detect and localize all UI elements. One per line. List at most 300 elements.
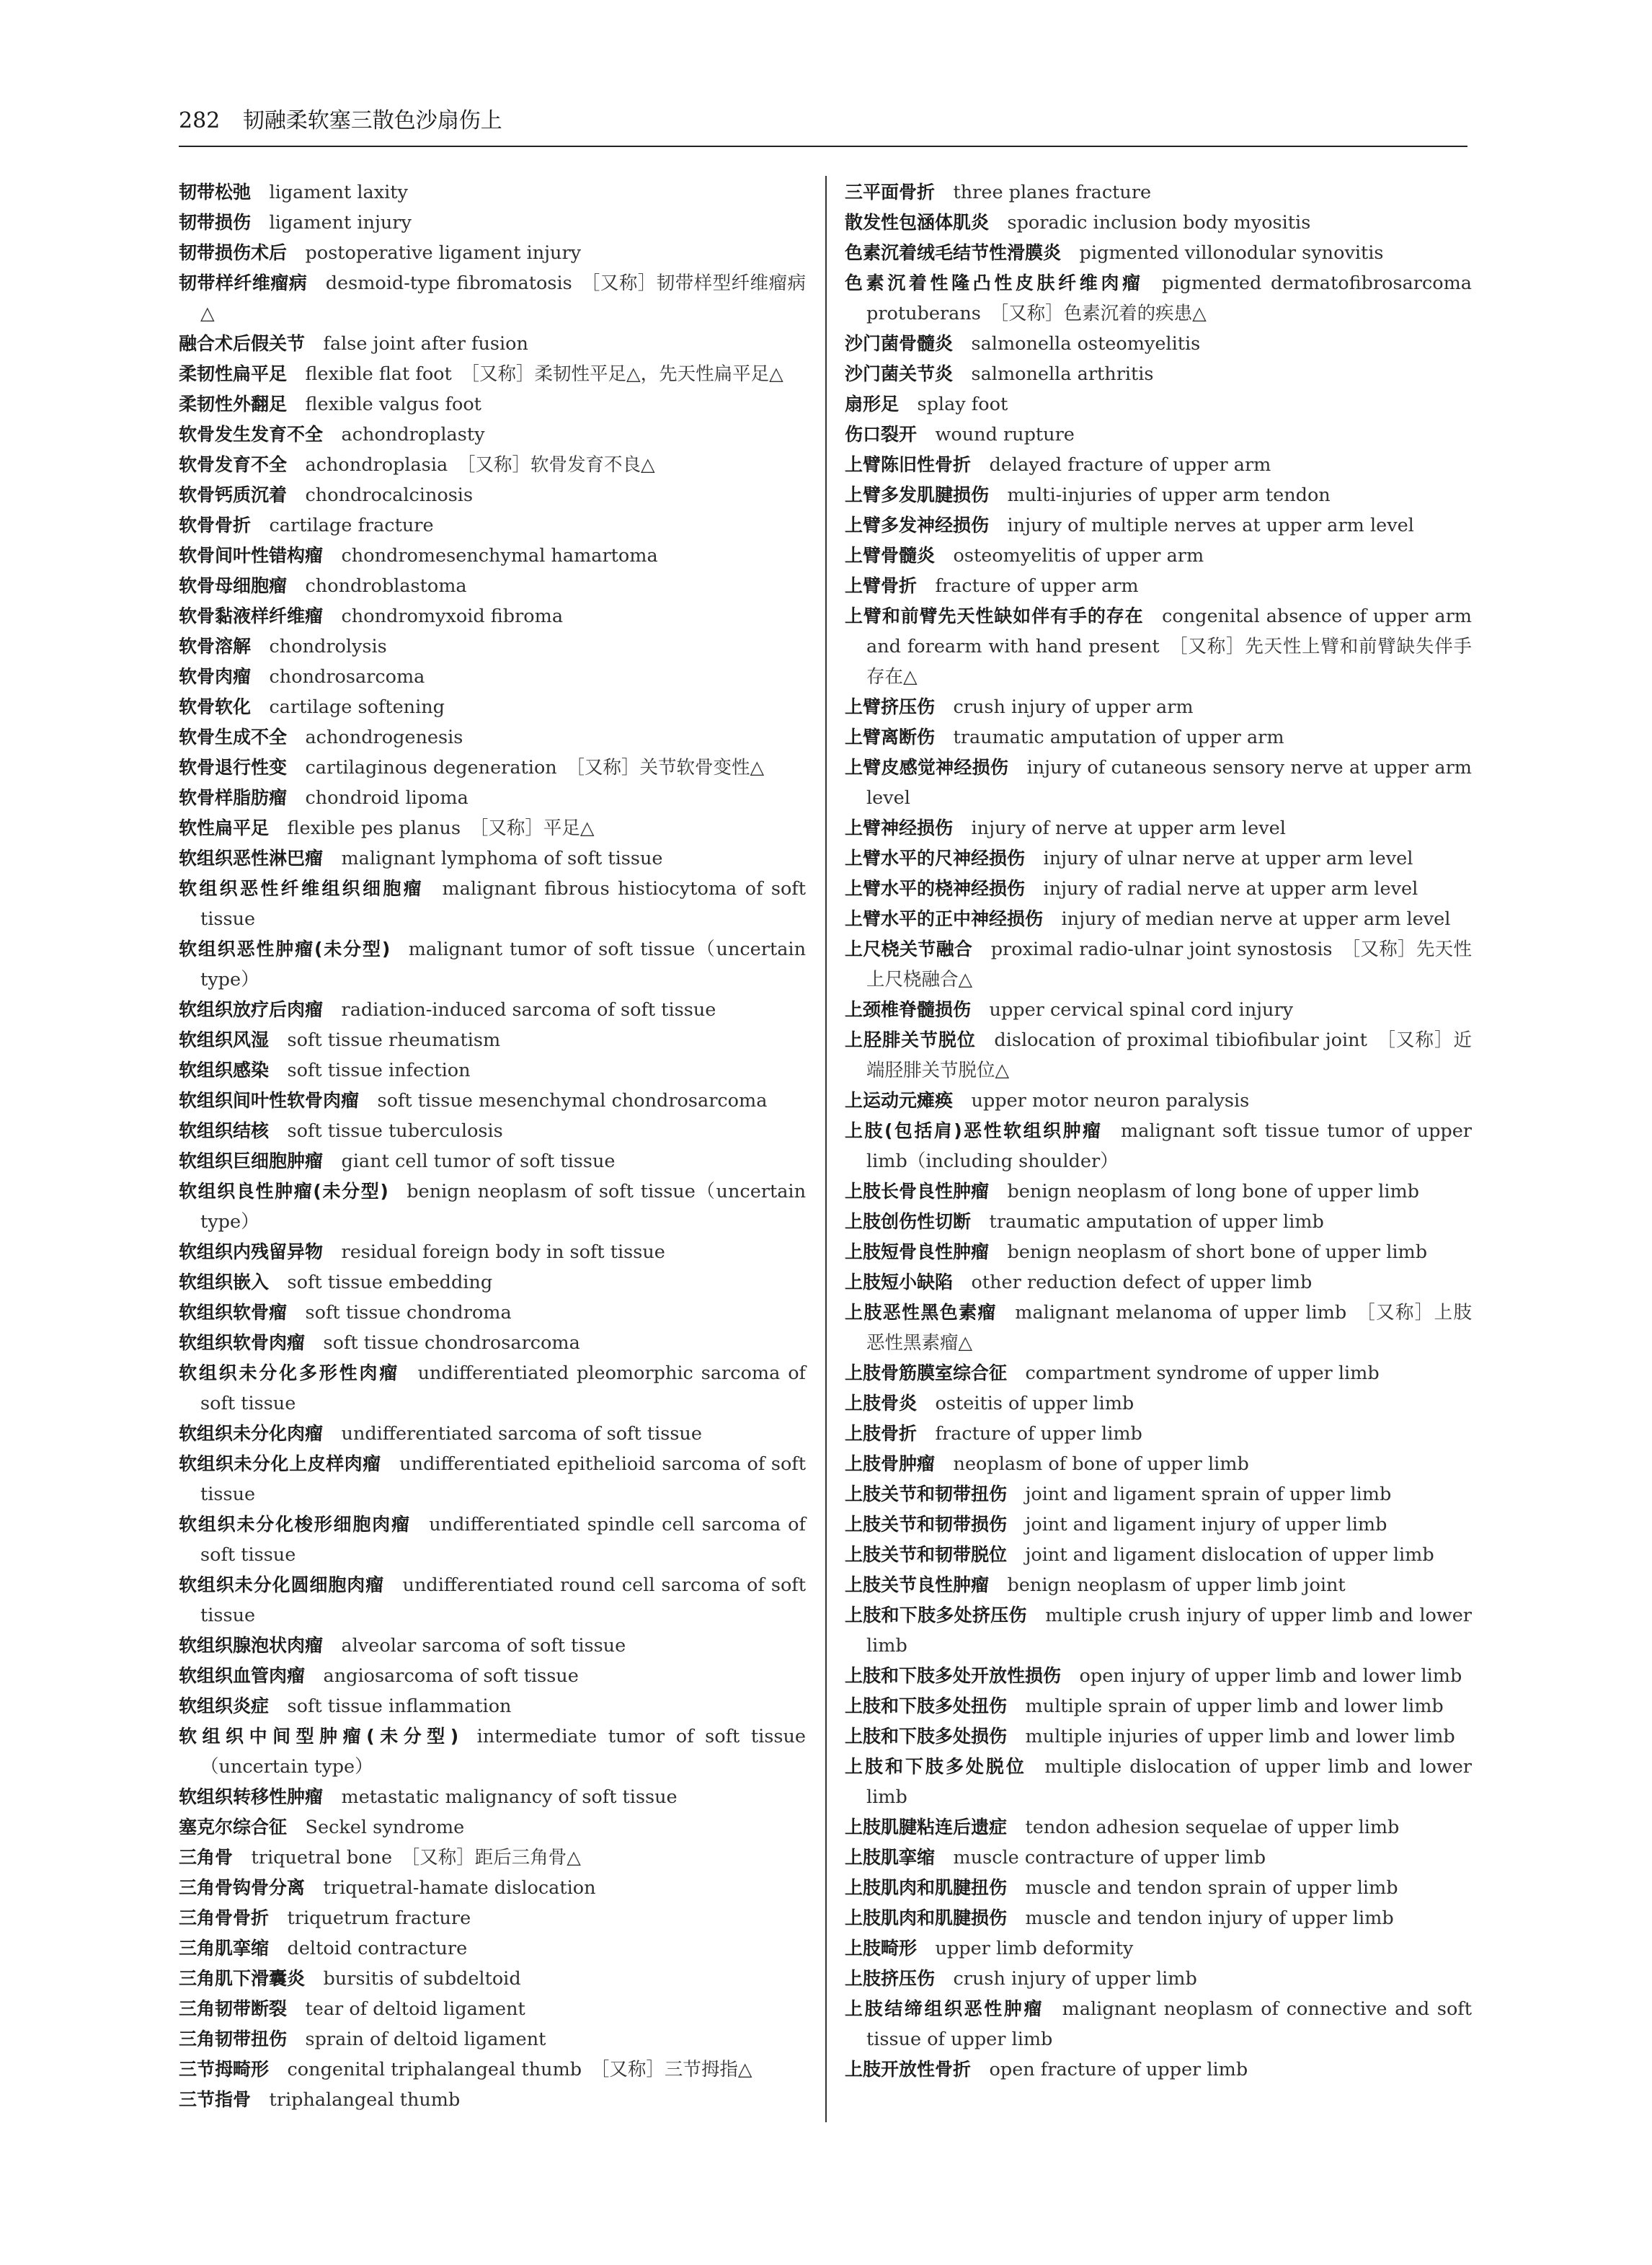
entry-term-english: fracture of upper arm — [935, 575, 1139, 597]
entry-term-chinese: 上臂皮感觉神经损伤 — [845, 757, 1009, 778]
entry-term-english: soft tissue rheumatism — [287, 1029, 501, 1051]
entry-term-english: Seckel syndrome — [305, 1817, 465, 1838]
dictionary-entry — [845, 510, 1472, 541]
entry-term-chinese: 上肢骨筋膜室综合征 — [845, 1362, 1008, 1383]
entry-term-chinese: 软组织感染 — [179, 1060, 270, 1081]
dictionary-entry — [845, 1207, 1472, 1237]
page-number: 282 — [179, 108, 221, 133]
entry-term-english: wound rupture — [935, 424, 1075, 446]
entry-term-english: injury of cutaneous sensory nerve at upper arm level — [866, 757, 1472, 809]
dictionary-entry — [179, 1933, 806, 1964]
dictionary-entry — [179, 1328, 806, 1358]
dictionary-entry — [179, 1661, 806, 1691]
entry-term-chinese: 软组织未分化上皮样肉瘤 — [179, 1453, 381, 1474]
dictionary-entry — [845, 389, 1472, 420]
dictionary-entry — [845, 1903, 1472, 1933]
entry-term-chinese: 软组织中间型肿瘤(未分型) — [179, 1726, 459, 1747]
entry-term-english: dislocation of proximal tibiofibular joint — [994, 1029, 1367, 1051]
entry-term-chinese: 上肢肌腱粘连后遗症 — [845, 1817, 1008, 1838]
entry-alias: ［又称］软骨发育不良△ — [456, 454, 655, 476]
entry-term-chinese: 上肢和下肢多处挤压伤 — [845, 1605, 1027, 1626]
dictionary-entry — [179, 329, 806, 359]
entry-term-chinese: 三角肌下滑囊炎 — [179, 1968, 306, 1989]
entry-term-chinese: 上臂多发肌腱损伤 — [845, 484, 990, 505]
entry-alias: ［又称］韧带样型纤维瘤病△ — [200, 272, 806, 324]
entry-term-chinese: 软组织恶性肿瘤(未分型) — [179, 939, 391, 959]
dictionary-entry — [179, 783, 806, 813]
entry-term-english: triquetrum fracture — [287, 1907, 471, 1929]
dictionary-entry — [845, 1419, 1472, 1449]
dictionary-entry — [179, 874, 806, 934]
entry-term-english: deltoid contracture — [287, 1938, 468, 1959]
dictionary-entry — [845, 843, 1472, 874]
entry-term-chinese: 上臂陈旧性骨折 — [845, 454, 972, 475]
entry-term-chinese: 上肢和下肢多处开放性损伤 — [845, 1665, 1062, 1686]
entry-term-english: radiation-induced sarcoma of soft tissue — [341, 999, 716, 1021]
dictionary-entry — [179, 1449, 806, 1510]
entry-term-chinese: 软骨钙质沉着 — [179, 484, 288, 505]
entry-term-chinese: 软骨黏液样纤维瘤 — [179, 606, 324, 626]
entry-term-chinese: 软骨肉瘤 — [179, 666, 252, 687]
dictionary-entry — [845, 1994, 1472, 2055]
entry-term-english: achondroplasty — [341, 424, 485, 446]
entry-term-chinese: 上肢开放性骨折 — [845, 2059, 972, 2080]
entry-term-english: traumatic amputation of upper arm — [953, 727, 1284, 748]
entry-term-english: alveolar sarcoma of soft tissue — [341, 1635, 626, 1657]
entry-term-english: congenital absence of upper arm and forearm with hand present — [866, 606, 1472, 657]
dictionary-entry — [845, 1873, 1472, 1903]
dictionary-entry — [845, 1237, 1472, 1267]
entry-term-english: desmoid-type fibromatosis — [325, 272, 572, 294]
dictionary-entry — [179, 208, 806, 238]
entry-term-english: soft tissue chondroma — [305, 1302, 512, 1324]
entry-term-chinese: 三角骨钩骨分离 — [179, 1877, 306, 1898]
dictionary-entry — [179, 1086, 806, 1116]
entry-term-chinese: 软骨发育不全 — [179, 454, 288, 475]
entry-term-english: undifferentiated epithelioid sarcoma of soft tissue — [200, 1453, 806, 1505]
dictionary-entry — [179, 480, 806, 510]
entry-term-chinese: 软性扁平足 — [179, 817, 270, 838]
dictionary-entry — [179, 238, 806, 268]
dictionary-entry — [179, 541, 806, 571]
entry-term-english: muscle and tendon sprain of upper limb — [1025, 1877, 1398, 1899]
dictionary-entry — [179, 1631, 806, 1661]
left-column — [179, 177, 806, 2115]
entry-term-english: salmonella arthritis — [971, 363, 1154, 385]
entry-term-english: chondroblastoma — [305, 575, 467, 597]
dictionary-entry — [179, 722, 806, 753]
dictionary-entry — [179, 813, 806, 843]
dictionary-entry — [845, 268, 1472, 329]
entry-term-english: benign neoplasm of short bone of upper limb — [1007, 1241, 1428, 1263]
entry-term-chinese: 上肢肌肉和肌腱损伤 — [845, 1907, 1008, 1928]
dictionary-entry — [179, 1176, 806, 1237]
entry-term-chinese: 上运动元瘫痪 — [845, 1090, 954, 1111]
dictionary-entry — [845, 1267, 1472, 1298]
dictionary-entry — [179, 1298, 806, 1328]
entry-term-chinese: 沙门菌关节炎 — [845, 363, 954, 384]
entry-term-chinese: 软骨母细胞瘤 — [179, 575, 288, 596]
entry-term-chinese: 上肢结缔组织恶性肿瘤 — [845, 1998, 1044, 2019]
entry-alias: ［又称］先天性上尺桡融合△ — [866, 939, 1472, 990]
dictionary-entry — [179, 1237, 806, 1267]
entry-term-chinese: 上颈椎脊髓损伤 — [845, 999, 972, 1020]
entry-term-chinese: 柔韧性扁平足 — [179, 363, 288, 384]
entry-term-chinese: 软组织软骨肉瘤 — [179, 1332, 306, 1353]
dictionary-entry — [845, 1086, 1472, 1116]
entry-term-chinese: 三角肌挛缩 — [179, 1938, 270, 1959]
dictionary-entry — [179, 420, 806, 450]
dictionary-entry — [179, 934, 806, 995]
dictionary-entry — [845, 1812, 1472, 1843]
dictionary-entry — [179, 2024, 806, 2055]
entry-term-english: osteomyelitis of upper arm — [953, 545, 1204, 567]
entry-alias: ［又称］距后三角骨△ — [401, 1847, 581, 1869]
dictionary-entry — [845, 1388, 1472, 1419]
dictionary-entry — [845, 1721, 1472, 1752]
entry-term-chinese: 上肢关节良性肿瘤 — [845, 1574, 990, 1595]
entry-term-chinese: 软组织未分化肉瘤 — [179, 1423, 324, 1444]
entry-term-english: chondromyxoid fibroma — [341, 606, 564, 627]
entry-term-chinese: 上臂骨髓炎 — [845, 545, 936, 566]
dictionary-entry — [845, 1358, 1472, 1388]
entry-term-english: achondroplasia — [305, 454, 448, 476]
dictionary-entry — [179, 1267, 806, 1298]
dictionary-entry — [179, 571, 806, 601]
entry-term-chinese: 上臂多发神经损伤 — [845, 515, 990, 536]
entry-term-english: injury of median nerve at upper arm level — [1061, 908, 1451, 930]
entry-alias: ［又称］平足△ — [469, 817, 595, 839]
dictionary-entry — [845, 329, 1472, 359]
entry-alias: ［又称］柔韧性平足△，先天性扁平足△ — [461, 363, 783, 385]
entry-term-chinese: 色素沉着绒毛结节性滑膜炎 — [845, 242, 1062, 263]
entry-alias: ［又称］关节软骨变性△ — [566, 757, 765, 779]
dictionary-entry — [845, 420, 1472, 450]
entry-term-english: postoperative ligament injury — [305, 242, 582, 264]
entry-term-english: malignant tumor of soft tissue（uncertain type） — [200, 939, 806, 990]
dictionary-entry — [845, 904, 1472, 934]
entry-term-chinese: 三角骨 — [179, 1847, 234, 1868]
dictionary-entry — [179, 1843, 806, 1873]
entry-term-chinese: 上胫腓关节脱位 — [845, 1029, 976, 1050]
dictionary-entry — [845, 177, 1472, 208]
entry-term-chinese: 上肢关节和韧带损伤 — [845, 1514, 1008, 1535]
entry-term-chinese: 软组织炎症 — [179, 1696, 270, 1716]
entry-term-chinese: 上肢骨肿瘤 — [845, 1453, 936, 1474]
entry-term-chinese: 三节拇畸形 — [179, 2059, 270, 2080]
dictionary-entry — [179, 450, 806, 480]
entry-term-chinese: 上臂水平的桡神经损伤 — [845, 878, 1026, 899]
entry-term-english: chondrolysis — [269, 636, 387, 657]
entry-term-chinese: 上臂骨折 — [845, 575, 918, 596]
entry-term-english: triphalangeal thumb — [269, 2089, 461, 2111]
entry-term-chinese: 上肢短骨良性肿瘤 — [845, 1241, 990, 1262]
dictionary-entry — [179, 359, 806, 389]
entry-term-chinese: 上肢关节和韧带扭伤 — [845, 1484, 1008, 1504]
entry-term-chinese: 软骨间叶性错构瘤 — [179, 545, 324, 566]
entry-term-english: undifferentiated sarcoma of soft tissue — [341, 1423, 702, 1445]
entry-term-english: malignant fibrous histiocytoma of soft tissue — [200, 878, 806, 930]
entry-term-english: flexible pes planus — [287, 817, 461, 839]
dictionary-entry — [845, 1843, 1472, 1873]
entry-term-english: achondrogenesis — [305, 727, 463, 748]
entry-term-english: chondrocalcinosis — [305, 484, 474, 506]
entry-term-english: undifferentiated round cell sarcoma of soft tissue — [200, 1574, 806, 1626]
entry-term-english: soft tissue embedding — [287, 1272, 493, 1293]
entry-term-chinese: 韧带损伤术后 — [179, 242, 288, 263]
dictionary-entry — [179, 601, 806, 631]
entry-term-english: malignant melanoma of upper limb — [1015, 1302, 1347, 1324]
entry-term-chinese: 上肢肌挛缩 — [845, 1847, 936, 1868]
entry-term-english: cartilaginous degeneration — [305, 757, 557, 779]
entry-alias: ［又称］先天性上臂和前臂缺失伴手存在△ — [866, 636, 1472, 688]
entry-term-english: chondromesenchymal hamartoma — [341, 545, 658, 567]
dictionary-entry — [179, 1721, 806, 1782]
entry-term-english: soft tissue inflammation — [287, 1696, 512, 1717]
entry-term-chinese: 上肢挤压伤 — [845, 1968, 936, 1989]
dictionary-entry — [845, 1600, 1472, 1661]
entry-alias: ［又称］上肢恶性黑素瘤△ — [866, 1302, 1472, 1354]
entry-term-chinese: 韧带样纤维瘤病 — [179, 272, 308, 293]
entry-term-chinese: 软组织结核 — [179, 1120, 270, 1141]
entry-term-chinese: 软组织间叶性软骨肉瘤 — [179, 1090, 360, 1111]
dictionary-entry — [179, 1358, 806, 1419]
entry-term-english: neoplasm of bone of upper limb — [953, 1453, 1249, 1475]
dictionary-entry — [845, 1479, 1472, 1510]
entry-term-chinese: 软组织血管肉瘤 — [179, 1665, 306, 1686]
entry-term-chinese: 韧带损伤 — [179, 212, 252, 233]
entry-term-chinese: 软组织放疗后肉瘤 — [179, 999, 324, 1020]
dictionary-entry — [845, 1964, 1472, 1994]
entry-term-english: multiple dislocation of upper limb and lower limb — [866, 1756, 1472, 1808]
entry-term-chinese: 软组织巨细胞肿瘤 — [179, 1151, 324, 1171]
entry-term-chinese: 上肢畸形 — [845, 1938, 918, 1959]
dictionary-entry — [179, 1025, 806, 1055]
entry-term-english: chondrosarcoma — [269, 666, 425, 688]
entry-term-chinese: 上肢和下肢多处损伤 — [845, 1726, 1008, 1747]
entry-term-english: ligament laxity — [269, 182, 408, 203]
dictionary-entry — [179, 1903, 806, 1933]
dictionary-entry — [179, 692, 806, 722]
dictionary-entry — [179, 1146, 806, 1176]
entry-term-chinese: 上臂挤压伤 — [845, 696, 936, 717]
entry-term-english: muscle contracture of upper limb — [953, 1847, 1266, 1869]
entry-term-english: intermediate tumor of soft tissue（uncertain type） — [200, 1726, 806, 1778]
entry-term-english: undifferentiated spindle cell sarcoma of soft tissue — [200, 1514, 806, 1566]
entry-term-english: three planes fracture — [953, 182, 1152, 203]
entry-term-english: cartilage softening — [269, 696, 445, 718]
entry-term-english: crush injury of upper limb — [953, 1968, 1197, 1990]
entry-alias: ［又称］三节拇指△ — [590, 2059, 752, 2080]
dictionary-entry — [179, 177, 806, 208]
entry-term-chinese: 色素沉着性隆凸性皮肤纤维肉瘤 — [845, 272, 1144, 293]
entry-term-english: joint and ligament sprain of upper limb — [1025, 1484, 1392, 1505]
entry-term-chinese: 上肢长骨良性肿瘤 — [845, 1181, 990, 1202]
entry-term-chinese: 上肢短小缺陷 — [845, 1272, 954, 1293]
dictionary-entry — [179, 662, 806, 692]
entry-term-chinese: 软组织风湿 — [179, 1029, 270, 1050]
dictionary-entry — [845, 692, 1472, 722]
dictionary-entry — [845, 813, 1472, 843]
entry-term-english: tear of deltoid ligament — [305, 1998, 525, 2020]
entry-term-english: traumatic amputation of upper limb — [989, 1211, 1324, 1233]
entry-term-english: osteitis of upper limb — [935, 1393, 1134, 1414]
entry-term-english: false joint after fusion — [323, 333, 528, 355]
entry-term-english: open injury of upper limb and lower limb — [1079, 1665, 1462, 1687]
dictionary-entry — [845, 450, 1472, 480]
entry-term-english: triquetral bone — [251, 1847, 393, 1869]
entry-term-chinese: 软组织恶性淋巴瘤 — [179, 848, 324, 869]
entry-term-chinese: 上肢恶性黑色素瘤 — [845, 1302, 997, 1323]
entry-term-chinese: 软骨退行性变 — [179, 757, 288, 778]
entry-term-english: undifferentiated pleomorphic sarcoma of soft tissue — [200, 1362, 806, 1414]
entry-term-chinese: 上臂水平的尺神经损伤 — [845, 848, 1026, 869]
entry-term-english: soft tissue tuberculosis — [287, 1120, 503, 1142]
entry-term-chinese: 软组织未分化圆细胞肉瘤 — [179, 1574, 385, 1595]
entry-term-english: compartment syndrome of upper limb — [1025, 1362, 1380, 1384]
entry-term-chinese: 伤口裂开 — [845, 424, 918, 445]
header-rule — [179, 146, 1467, 147]
entry-term-english: cartilage fracture — [269, 515, 434, 536]
entry-term-english: injury of multiple nerves at upper arm level — [1007, 515, 1414, 536]
dictionary-entry — [179, 2055, 806, 2085]
entry-term-chinese: 上肢骨炎 — [845, 1393, 918, 1414]
column-divider — [825, 176, 827, 2122]
dictionary-entry — [845, 1116, 1472, 1176]
entry-term-english: angiosarcoma of soft tissue — [323, 1665, 579, 1687]
entry-term-english: other reduction defect of upper limb — [971, 1272, 1313, 1293]
entry-term-chinese: 三平面骨折 — [845, 182, 936, 203]
dictionary-entry — [845, 1176, 1472, 1207]
dictionary-entry — [179, 389, 806, 420]
entry-term-chinese: 上尺桡关节融合 — [845, 939, 973, 959]
dictionary-entry — [179, 1055, 806, 1086]
entry-term-english: delayed fracture of upper arm — [989, 454, 1271, 476]
dictionary-entry — [845, 208, 1472, 238]
entry-term-english: giant cell tumor of soft tissue — [341, 1151, 616, 1172]
entry-term-chinese: 软组织嵌入 — [179, 1272, 270, 1293]
dictionary-entry — [179, 510, 806, 541]
entry-term-chinese: 三角韧带断裂 — [179, 1998, 288, 2019]
dictionary-entry — [845, 1570, 1472, 1600]
entry-term-chinese: 上肢创伤性切断 — [845, 1211, 972, 1232]
entry-term-chinese: 软组织软骨瘤 — [179, 1302, 288, 1323]
entry-alias: ［又称］近端胫腓关节脱位△ — [866, 1029, 1472, 1081]
dictionary-entry — [845, 1752, 1472, 1812]
entry-term-english: injury of nerve at upper arm level — [971, 817, 1286, 839]
dictionary-entry — [845, 1540, 1472, 1570]
entry-term-chinese: 软组织恶性纤维组织细胞瘤 — [179, 878, 425, 899]
entry-term-chinese: 沙门菌骨髓炎 — [845, 333, 954, 354]
right-column — [845, 177, 1472, 2085]
entry-term-chinese: 上臂和前臂先天性缺如伴有手的存在 — [845, 606, 1144, 626]
entry-term-chinese: 软骨生成不全 — [179, 727, 288, 748]
entry-term-english: chondroid lipoma — [305, 787, 468, 809]
entry-term-chinese: 软骨溶解 — [179, 636, 252, 657]
dictionary-entry — [845, 753, 1472, 813]
entry-term-english: tendon adhesion sequelae of upper limb — [1025, 1817, 1400, 1838]
entry-term-chinese: 融合术后假关节 — [179, 333, 306, 354]
entry-term-english: splay foot — [917, 394, 1008, 415]
dictionary-entry — [845, 571, 1472, 601]
entry-term-chinese: 散发性包涵体肌炎 — [845, 212, 990, 233]
entry-term-english: injury of radial nerve at upper arm level — [1043, 878, 1418, 900]
dictionary-entry — [845, 359, 1472, 389]
entry-term-english: fracture of upper limb — [935, 1423, 1142, 1445]
entry-term-english: malignant soft tissue tumor of upper limb（including shoulder） — [866, 1120, 1473, 1172]
dictionary-entry — [179, 995, 806, 1025]
entry-term-chinese: 柔韧性外翻足 — [179, 394, 288, 415]
entry-term-english: metastatic malignancy of soft tissue — [341, 1786, 678, 1808]
entry-term-english: flexible valgus foot — [305, 394, 481, 415]
entry-term-chinese: 上臂水平的正中神经损伤 — [845, 908, 1044, 929]
entry-term-english: soft tissue infection — [287, 1060, 471, 1081]
entry-term-chinese: 三节指骨 — [179, 2089, 252, 2110]
dictionary-entry — [845, 1691, 1472, 1721]
entry-term-english: joint and ligament dislocation of upper limb — [1025, 1544, 1434, 1566]
entry-term-chinese: 软组织腺泡状肉瘤 — [179, 1635, 324, 1656]
entry-term-english: bursitis of subdeltoid — [323, 1968, 521, 1990]
dictionary-entry — [845, 601, 1472, 692]
dictionary-entry — [179, 1116, 806, 1146]
entry-term-english: salmonella osteomyelitis — [971, 333, 1201, 355]
entry-term-english: multi-injuries of upper arm tendon — [1007, 484, 1331, 506]
header-title: 韧融柔软塞三散色沙扇伤上 — [242, 108, 502, 133]
running-header — [179, 107, 1467, 136]
dictionary-entry — [845, 541, 1472, 571]
dictionary-entry — [845, 722, 1472, 753]
entry-term-chinese: 三角骨骨折 — [179, 1907, 270, 1928]
entry-term-english: multiple injuries of upper limb and lower limb — [1025, 1726, 1455, 1747]
entry-term-english: multiple sprain of upper limb and lower limb — [1025, 1696, 1444, 1717]
dictionary-entry — [179, 1782, 806, 1812]
entry-term-chinese: 软骨骨折 — [179, 515, 252, 536]
entry-term-chinese: 扇形足 — [845, 394, 900, 415]
entry-term-chinese: 上臂离断伤 — [845, 727, 936, 748]
dictionary-entry — [845, 238, 1472, 268]
dictionary-entry — [179, 753, 806, 783]
dictionary-entry — [845, 934, 1472, 995]
entry-term-chinese: 软骨样脂肪瘤 — [179, 787, 288, 808]
entry-term-chinese: 软组织良性肿瘤(未分型) — [179, 1181, 388, 1202]
dictionary-entry — [179, 631, 806, 662]
entry-term-english: upper cervical spinal cord injury — [989, 999, 1294, 1021]
entry-term-english: pigmented dermatofibrosarcoma protuberans — [866, 272, 1472, 324]
entry-term-english: upper motor neuron paralysis — [971, 1090, 1250, 1112]
entry-term-english: congenital triphalangeal thumb — [287, 2059, 582, 2080]
entry-term-english: malignant neoplasm of connective and soft tissue of upper limb — [866, 1998, 1472, 2050]
entry-term-english: benign neoplasm of long bone of upper limb — [1007, 1181, 1419, 1202]
entry-term-chinese: 韧带松弛 — [179, 182, 252, 203]
dictionary-entry — [179, 268, 806, 329]
entry-alias: ［又称］色素沉着的疾患△ — [990, 303, 1207, 324]
entry-term-chinese: 软骨软化 — [179, 696, 252, 717]
entry-term-english: muscle and tendon injury of upper limb — [1025, 1907, 1394, 1929]
dictionary-entry — [179, 2085, 806, 2115]
entry-term-english: open fracture of upper limb — [989, 2059, 1248, 2080]
dictionary-entry — [179, 1691, 806, 1721]
entry-term-english: soft tissue chondrosarcoma — [323, 1332, 580, 1354]
entry-term-english: ligament injury — [269, 212, 412, 234]
entry-term-chinese: 软组织内残留异物 — [179, 1241, 324, 1262]
dictionary-entry — [179, 1873, 806, 1903]
dictionary-entry — [179, 843, 806, 874]
dictionary-entry — [845, 874, 1472, 904]
entry-term-chinese: 软组织转移性肿瘤 — [179, 1786, 324, 1807]
entry-term-chinese: 上肢肌肉和肌腱扭伤 — [845, 1877, 1008, 1898]
dictionary-entry — [179, 1510, 806, 1570]
dictionary-entry — [179, 1812, 806, 1843]
